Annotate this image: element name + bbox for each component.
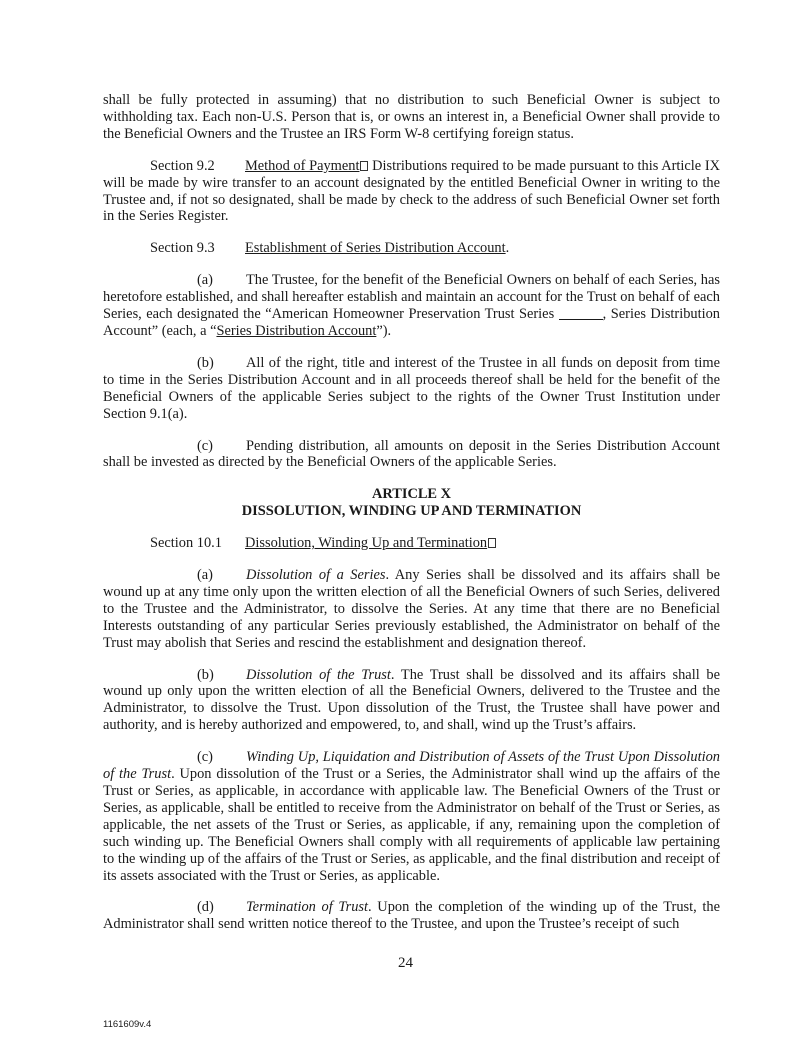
placeholder-glyph-icon [488, 538, 496, 548]
paragraph-label: (a) [197, 272, 213, 289]
paragraph-10-1-c [103, 749, 720, 884]
article-title: DISSOLUTION, WINDING UP AND TERMINATION [241, 503, 582, 520]
paragraph-text: . Upon the completion of the winding up of the Trust, the Administrator shall send written notice thereof to the Trustee, and upon the Trustee’s receipt of such [103, 899, 720, 933]
defined-term: Series Distribution Account [216, 322, 377, 339]
document-id: 1161609v.4 [103, 1019, 152, 1030]
section-title: Dissolution, Winding Up and Termination [245, 535, 488, 552]
page-number: 24 [398, 955, 413, 971]
paragraph-text: Pending distribution, all amounts on deposit in the Series Distribution Account shall be invested as directed by the Beneficial Owners of the applicable Series. [103, 437, 720, 471]
section-number: Section 9.2 [150, 157, 215, 174]
section-9-3 [103, 240, 720, 257]
paragraph-text: . Any Series shall be dissolved and its affairs shall be wound up at any time only upon the written election of all the Beneficial Owners of such Series, delivered to the Trustee and the Administrator, to dissolve the Series. At any time that there are no Beneficial Interests outstanding of any particular Series previously established, the Administrator on behalf of the Trust may abolish that Series and rescind the establishment and designation thereof. [103, 567, 721, 651]
document-page [103, 92, 720, 933]
paragraph-9-3-a [103, 272, 720, 340]
paragraph-10-1-b [103, 667, 720, 735]
article-heading [103, 486, 720, 520]
paragraph-text: ”). [376, 322, 392, 339]
paragraph-label: (b) [197, 666, 214, 683]
paragraph-10-1-a [103, 567, 720, 652]
blank-fill-line [559, 307, 603, 320]
section-10-1 [103, 535, 720, 552]
paragraph-label: (c) [197, 437, 213, 454]
paragraph-text: . Upon dissolution of the Trust or a Series, the Administrator shall wind up the affairs of the Trust or Series, as applicable, in accordance with applicable law. The Beneficial Owners of the Trust or Series, as applicable, shall be entitled to receive from the Administrator on behalf of the Trust or Series, as applicable, the net assets of the Trust or Series, as applicable, if any, remaining upon the completion of such winding up. The Beneficial Owners shall comply with all requirements of applicable law pertaining to the winding up of the affairs of the Trust or Series, as applicable, and the final distribution and receipt of its assets associated with the Trust or Series, as applicable. [103, 766, 720, 884]
paragraph-text: . The Trust shall be dissolved and its affairs shall be wound up only upon the written election of all the Beneficial Owners, delivered to the Trustee and the Administrator, to dissolve the Trust. Upon dissolution of the Trust, the Trustee shall have power and authority, and is hereby authorized and empowered, to, and shall, wind up the Trust’s affairs. [103, 666, 720, 734]
paragraph-heading: Dissolution of the Trust [246, 666, 391, 683]
paragraph-label: (b) [197, 354, 214, 371]
section-number: Section 10.1 [150, 535, 222, 552]
section-title: Method of Payment [245, 157, 360, 174]
section-title: Establishment of Series Distribution Account [245, 240, 506, 257]
intro-text: shall be fully protected in assuming) that no distribution to such Beneficial Owner is subject to withholding tax. Each non-U.S. Person that is, or owns an interest in, a Beneficial Owner shall provide to the Beneficial Owners and the Trustee an IRS Form W-8 certifying foreign status. [103, 92, 720, 142]
paragraph-text: All of the right, title and interest of the Trustee in all funds on deposit from time to time in the Series Distribution Account and in all proceeds thereof shall be held for the benefit of the Beneficial Owners of the applicable Series subject to the rights of the Owner Trust Institution under Section 9.1(a). [103, 354, 720, 422]
paragraph-9-3-b [103, 355, 720, 423]
paragraph-label: (a) [197, 567, 213, 584]
paragraph-10-1-d [103, 899, 720, 933]
intro-paragraph [103, 92, 720, 143]
paragraph-text: The Trustee, for the benefit of the Beneficial Owners on behalf of each Series, has heretofore established, and shall hereafter establish and maintain an account for the Trust on behalf of each Series, each designated the “American Homeowner Preservation Trust Series [103, 272, 720, 323]
article-number: ARTICLE X [371, 486, 452, 503]
paragraph-heading: Dissolution of a Series [246, 567, 386, 584]
paragraph-heading: Termination of Trust [246, 899, 369, 916]
paragraph-text: , Series Distribution Account” (each, a “ [103, 306, 720, 339]
section-text: Distributions required to be made pursuant to this Article IX will be made by wire transfer to an account designated by the entitled Beneficial Owner in writing to the Trustee and, if not so designated, shall be made by check to the address of such Beneficial Owner set forth in the Series Register. [103, 157, 721, 225]
section-number: Section 9.3 [150, 240, 215, 257]
paragraph-label: (d) [197, 899, 214, 916]
paragraph-heading: Winding Up, Liquidation and Distribution of Assets of the Trust Upon Dissolution of the Trust [103, 749, 720, 783]
section-title-period: . [505, 240, 510, 257]
paragraph-label: (c) [197, 749, 213, 766]
paragraph-9-3-c [103, 438, 720, 472]
section-9-2 [103, 158, 720, 226]
